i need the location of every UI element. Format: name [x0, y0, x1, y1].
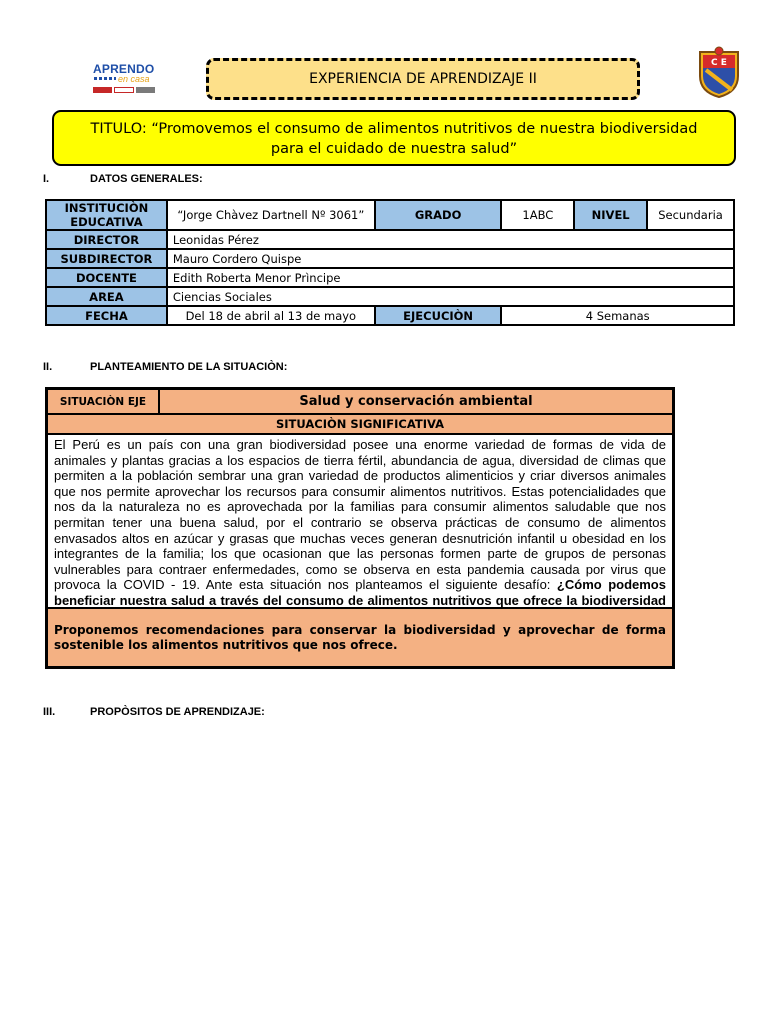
crest-text: C E — [711, 58, 727, 68]
institucion-label: INSTITUCIÒN EDUCATIVA — [46, 200, 167, 230]
logo-sub-text: en casa — [118, 74, 150, 84]
situation-challenge: ¿Cómo podemos beneficiar nuestra salud a través del consumo de alimentos nutritivos que ofrece la biodiversidad — [54, 577, 666, 608]
situation-eje-label: SITUACIÒN EJE — [48, 390, 160, 415]
section-1-number: I. — [43, 173, 50, 185]
institucion-value: “Jorge Chàvez Dartnell Nº 3061” — [167, 200, 375, 230]
situation-significativa-label: SITUACIÒN SIGNIFICATIVA — [48, 415, 672, 435]
table-row — [46, 306, 734, 325]
experience-title-box — [206, 58, 640, 100]
table-row — [46, 200, 734, 230]
table-row — [46, 230, 734, 249]
area-value: Ciencias Sociales — [167, 287, 734, 306]
table-row — [46, 268, 734, 287]
fecha-label: FECHA — [46, 306, 167, 325]
subdirector-label: SUBDIRECTOR — [46, 249, 167, 268]
subdirector-value: Mauro Cordero Quispe — [167, 249, 734, 268]
situation-text — [48, 435, 672, 609]
section-2-number: II. — [43, 361, 53, 373]
ejecucion-label: EJECUCIÒN — [375, 306, 502, 325]
situation-table — [45, 387, 675, 669]
section-3-number: III. — [43, 706, 56, 718]
area-label: AREA — [46, 287, 167, 306]
ejecucion-value: 4 Semanas — [501, 306, 734, 325]
section-2-title: PLANTEAMIENTO DE LA SITUACIÒN: — [90, 361, 288, 373]
aprendo-en-casa-logo — [90, 60, 162, 98]
grado-label: GRADO — [375, 200, 502, 230]
nivel-label: NIVEL — [574, 200, 647, 230]
director-value: Leonidas Pérez — [167, 230, 734, 249]
title-line-1 — [54, 119, 734, 139]
grado-value: 1ABC — [501, 200, 574, 230]
title-text-1: “Promovemos el consumo de alimentos nutritivos de nuestra biodiversidad — [151, 121, 698, 137]
logo-brand-text: APRENDO — [93, 62, 155, 76]
school-crest-icon — [694, 46, 744, 98]
logo-dots — [94, 77, 116, 80]
situation-eje-value: Salud y conservación ambiental — [160, 390, 672, 415]
situation-eje-row — [48, 390, 672, 415]
director-label: DIRECTOR — [46, 230, 167, 249]
section-1-heading — [43, 173, 203, 185]
title-text-2: para el cuidado de nuestra salud” — [270, 141, 518, 157]
fecha-value: Del 18 de abril al 13 de mayo — [167, 306, 375, 325]
situation-reto: Proponemos recomendaciones para conservar la biodiversidad y aprovechar de forma sostenible los alimentos nutritivos que nos ofrece. — [48, 609, 672, 666]
title-box — [52, 110, 736, 166]
table-row — [46, 249, 734, 268]
section-1-title: DATOS GENERALES: — [90, 173, 203, 185]
general-data-table — [45, 199, 735, 326]
experience-title: EXPERIENCIA DE APRENDIZAJE II — [309, 71, 537, 87]
docente-label: DOCENTE — [46, 268, 167, 287]
section-3-title: PROPÒSITOS DE APRENDIZAJE: — [90, 706, 265, 718]
table-row — [46, 287, 734, 306]
title-label: TITULO: — [90, 121, 147, 137]
section-3-heading — [43, 706, 265, 718]
ministry-flag-bar — [93, 87, 155, 93]
section-2-heading — [43, 361, 287, 373]
docente-value: Edith Roberta Menor Prìncipe — [167, 268, 734, 287]
situation-paragraph: El Perú es un país con una gran biodiversidad posee una enorme variedad de formas de vida de animales y plantas gracias a los espacios de tierra fértil, abundancia de agua, diversidad de climas que permiten a la población sembrar una gran variedad de productos alimenticios y criar diversos animales que nos permite aprovechar los recursos para consumir alimentos nutritivos. Estas potencialidades que nos da la naturaleza no es aprovechada por la familias para consumir alimentos saludable que nos permitan tener una buena salud, por el contrario se observa prácticas de consumo de alimentos envasados altos en azúcar y grasas que muchas veces generan desnutrición infantil u obesidad en los integrantes de la familia; los que ocasionan que las personas formen parte de grupos de personas vulnerables para contraer enfermedades, como se observa en esta pandemia causada por virus que provoca la COVID - 19. Ante esta situación nos planteamos el siguiente desafío: — [54, 437, 666, 593]
nivel-value: Secundaria — [647, 200, 734, 230]
